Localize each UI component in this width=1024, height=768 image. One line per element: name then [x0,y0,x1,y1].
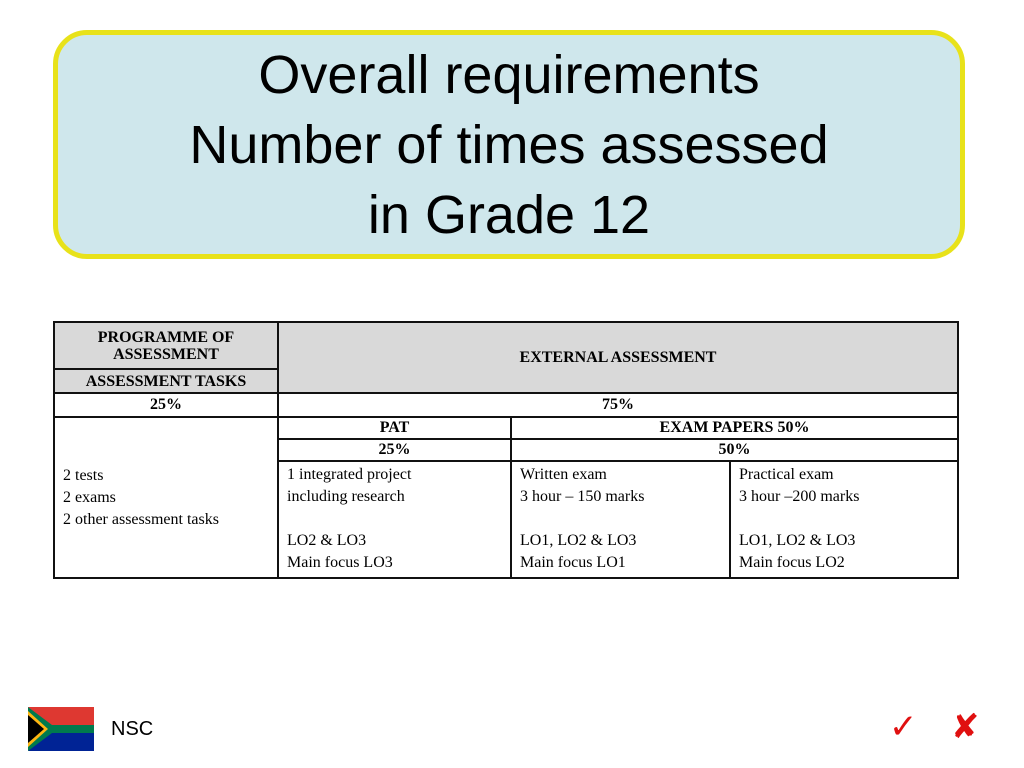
title-line-1: Overall requirements [258,44,760,105]
assessment-table-wrapper [53,321,957,579]
external-assessment-header: EXTERNAL ASSESSMENT [278,322,958,393]
assessment-tasks-header: ASSESSMENT TASKS [54,369,278,393]
title-line-2: Number of times assessed [189,114,829,175]
written-exam-detail: Written exam 3 hour – 150 marks LO1, LO2 & LO3 Main focus LO1 [511,461,730,578]
internal-tasks-list: 2 tests 2 exams 2 other assessment tasks [54,417,278,578]
programme-of-assessment-header: PROGRAMME OF ASSESSMENT [54,322,278,369]
assessment-table [53,321,959,579]
pat-detail: 1 integrated project including research LO2 & LO3 Main focus LO3 [278,461,511,578]
cross-icon[interactable]: ✘ [951,707,980,747]
title-panel [53,30,965,259]
pat-percent: 25% [278,439,511,461]
internal-percent: 25% [54,393,278,417]
title-line-3: in Grade 12 [367,184,651,245]
external-percent: 75% [278,393,958,417]
nsc-label: NSC [111,718,154,740]
pat-header: PAT [278,417,511,439]
check-icon[interactable]: ✓ [889,707,918,747]
practical-exam-detail: Practical exam 3 hour –200 marks LO1, LO2 & LO3 Main focus LO2 [730,461,958,578]
exam-papers-percent: 50% [511,439,958,461]
exam-papers-header: EXAM PAPERS 50% [511,417,958,439]
south-africa-flag-icon [28,707,94,751]
